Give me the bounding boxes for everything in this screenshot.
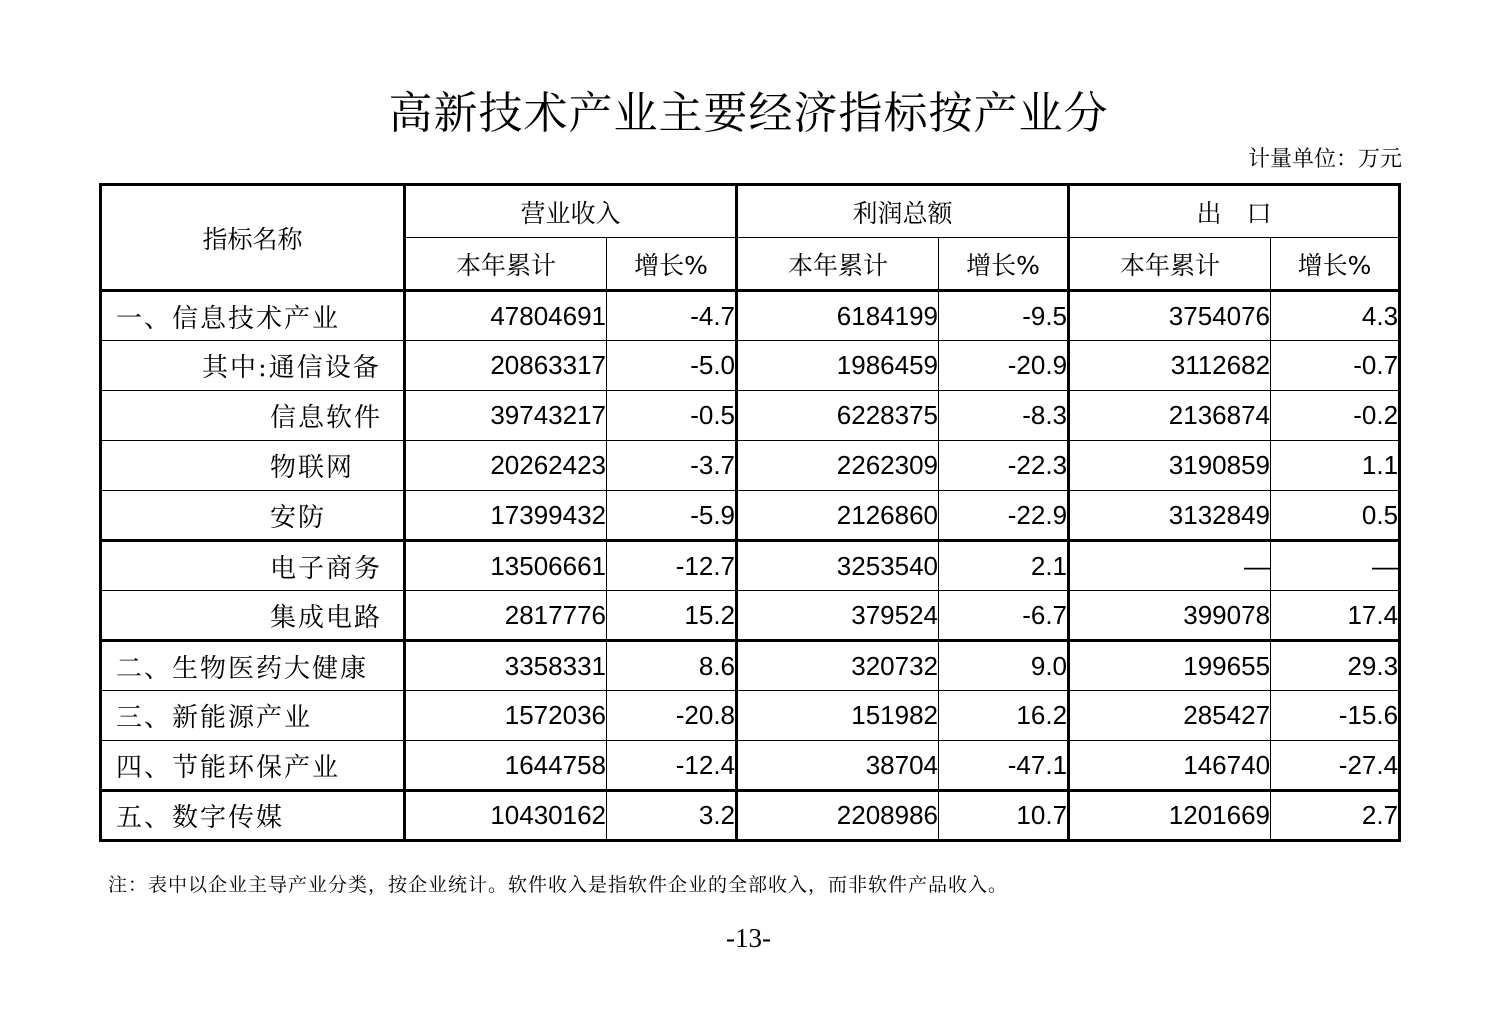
cell-cumulative: 2817776: [405, 591, 607, 641]
cell-growth: 3.2: [607, 791, 737, 841]
subheader-cumulative: 本年累计: [405, 238, 607, 291]
cell-growth: -12.7: [607, 541, 737, 591]
cell-cumulative: 20863317: [405, 341, 607, 391]
cell-growth: -20.9: [939, 341, 1069, 391]
cell-growth: 2.1: [939, 541, 1069, 591]
cell-cumulative: 20262423: [405, 441, 607, 491]
cell-growth: -4.7: [607, 291, 737, 341]
cell-growth: -22.3: [939, 441, 1069, 491]
cell-cumulative: 3112682: [1069, 341, 1271, 391]
cell-cumulative: 399078: [1069, 591, 1271, 641]
cell-growth: 17.4: [1271, 591, 1400, 641]
row-indicator-name: 二、生物医药大健康: [101, 641, 405, 691]
cell-cumulative: 146740: [1069, 741, 1271, 791]
cell-cumulative: 3190859: [1069, 441, 1271, 491]
header-row-groups: [101, 185, 1400, 238]
cell-cumulative: 199655: [1069, 641, 1271, 691]
table-row: [101, 541, 1400, 591]
cell-cumulative: 1644758: [405, 741, 607, 791]
footnote: 注：表中以企业主导产业分类，按企业统计。软件收入是指软件企业的全部收入，而非软件产品收入。: [108, 874, 1009, 896]
cell-cumulative: 10430162: [405, 791, 607, 841]
cell-cumulative: 13506661: [405, 541, 607, 591]
cell-growth: 29.3: [1271, 641, 1400, 691]
cell-growth: -6.7: [939, 591, 1069, 641]
table-row: [101, 741, 1400, 791]
cell-cumulative: 38704: [737, 741, 939, 791]
row-indicator-name: 物联网: [101, 441, 405, 491]
page-title: 高新技术产业主要经济指标按产业分: [388, 88, 1109, 139]
cell-cumulative: 1986459: [737, 341, 939, 391]
unit-label: 计量单位：万元: [1247, 147, 1402, 172]
cell-cumulative: 320732: [737, 641, 939, 691]
cell-growth: -22.9: [939, 491, 1069, 541]
cell-cumulative: 39743217: [405, 391, 607, 441]
table-row: [101, 391, 1400, 441]
cell-growth: -3.7: [607, 441, 737, 491]
cell-cumulative: 3132849: [1069, 491, 1271, 541]
cell-cumulative: 285427: [1069, 691, 1271, 741]
table-row: [101, 341, 1400, 391]
page-number: -13-: [726, 923, 771, 953]
cell-growth: 8.6: [607, 641, 737, 691]
cell-growth: -15.6: [1271, 691, 1400, 741]
cell-growth: -0.5: [607, 391, 737, 441]
subheader-growth: 增长%: [607, 238, 737, 291]
subheader-growth: 增长%: [939, 238, 1069, 291]
cell-cumulative: 1201669: [1069, 791, 1271, 841]
header-indicator-name: 指标名称: [101, 185, 405, 291]
cell-growth: -12.4: [607, 741, 737, 791]
table-row: [101, 291, 1400, 341]
cell-cumulative: 3754076: [1069, 291, 1271, 341]
cell-cumulative: 17399432: [405, 491, 607, 541]
cell-cumulative: 1572036: [405, 691, 607, 741]
row-indicator-name: 电子商务: [101, 541, 405, 591]
table-row: [101, 791, 1400, 841]
row-indicator-name: 其中:通信设备: [101, 341, 405, 391]
subheader-cumulative: 本年累计: [737, 238, 939, 291]
header-group-export: 出 口: [1069, 185, 1400, 238]
cell-growth: 0.5: [1271, 491, 1400, 541]
table-row: [101, 441, 1400, 491]
cell-cumulative: 2126860: [737, 491, 939, 541]
subheader-cumulative: 本年累计: [1069, 238, 1271, 291]
row-indicator-name: 四、节能环保产业: [101, 741, 405, 791]
cell-growth: -9.5: [939, 291, 1069, 341]
cell-cumulative: 6184199: [737, 291, 939, 341]
cell-cumulative: 2262309: [737, 441, 939, 491]
cell-growth: 2.7: [1271, 791, 1400, 841]
indicator-table: [99, 183, 1401, 842]
table-row: [101, 591, 1400, 641]
cell-growth: -5.9: [607, 491, 737, 541]
cell-growth: -5.0: [607, 341, 737, 391]
cell-growth: -27.4: [1271, 741, 1400, 791]
cell-cumulative: 379524: [737, 591, 939, 641]
cell-cumulative: 47804691: [405, 291, 607, 341]
cell-growth: -20.8: [607, 691, 737, 741]
row-indicator-name: 五、数字传媒: [101, 791, 405, 841]
table-row: [101, 641, 1400, 691]
cell-growth: 1.1: [1271, 441, 1400, 491]
row-indicator-name: 一、信息技术产业: [101, 291, 405, 341]
header-group-profit: 利润总额: [737, 185, 1069, 238]
row-indicator-name: 安防: [101, 491, 405, 541]
cell-growth: 16.2: [939, 691, 1069, 741]
cell-growth: -8.3: [939, 391, 1069, 441]
table-row: [101, 691, 1400, 741]
cell-growth: —: [1271, 541, 1400, 591]
cell-cumulative: 151982: [737, 691, 939, 741]
row-indicator-name: 信息软件: [101, 391, 405, 441]
cell-growth: -0.7: [1271, 341, 1400, 391]
cell-cumulative: 3253540: [737, 541, 939, 591]
cell-growth: -0.2: [1271, 391, 1400, 441]
cell-growth: 4.3: [1271, 291, 1400, 341]
row-indicator-name: 三、新能源产业: [101, 691, 405, 741]
cell-cumulative: 3358331: [405, 641, 607, 691]
subheader-growth: 增长%: [1271, 238, 1400, 291]
cell-cumulative: 6228375: [737, 391, 939, 441]
cell-growth: 9.0: [939, 641, 1069, 691]
cell-cumulative: 2208986: [737, 791, 939, 841]
table-body: [101, 291, 1400, 841]
header-group-revenue: 营业收入: [405, 185, 737, 238]
cell-growth: 10.7: [939, 791, 1069, 841]
cell-growth: -47.1: [939, 741, 1069, 791]
cell-cumulative: —: [1069, 541, 1271, 591]
table-row: [101, 491, 1400, 541]
cell-growth: 15.2: [607, 591, 737, 641]
cell-cumulative: 2136874: [1069, 391, 1271, 441]
row-indicator-name: 集成电路: [101, 591, 405, 641]
